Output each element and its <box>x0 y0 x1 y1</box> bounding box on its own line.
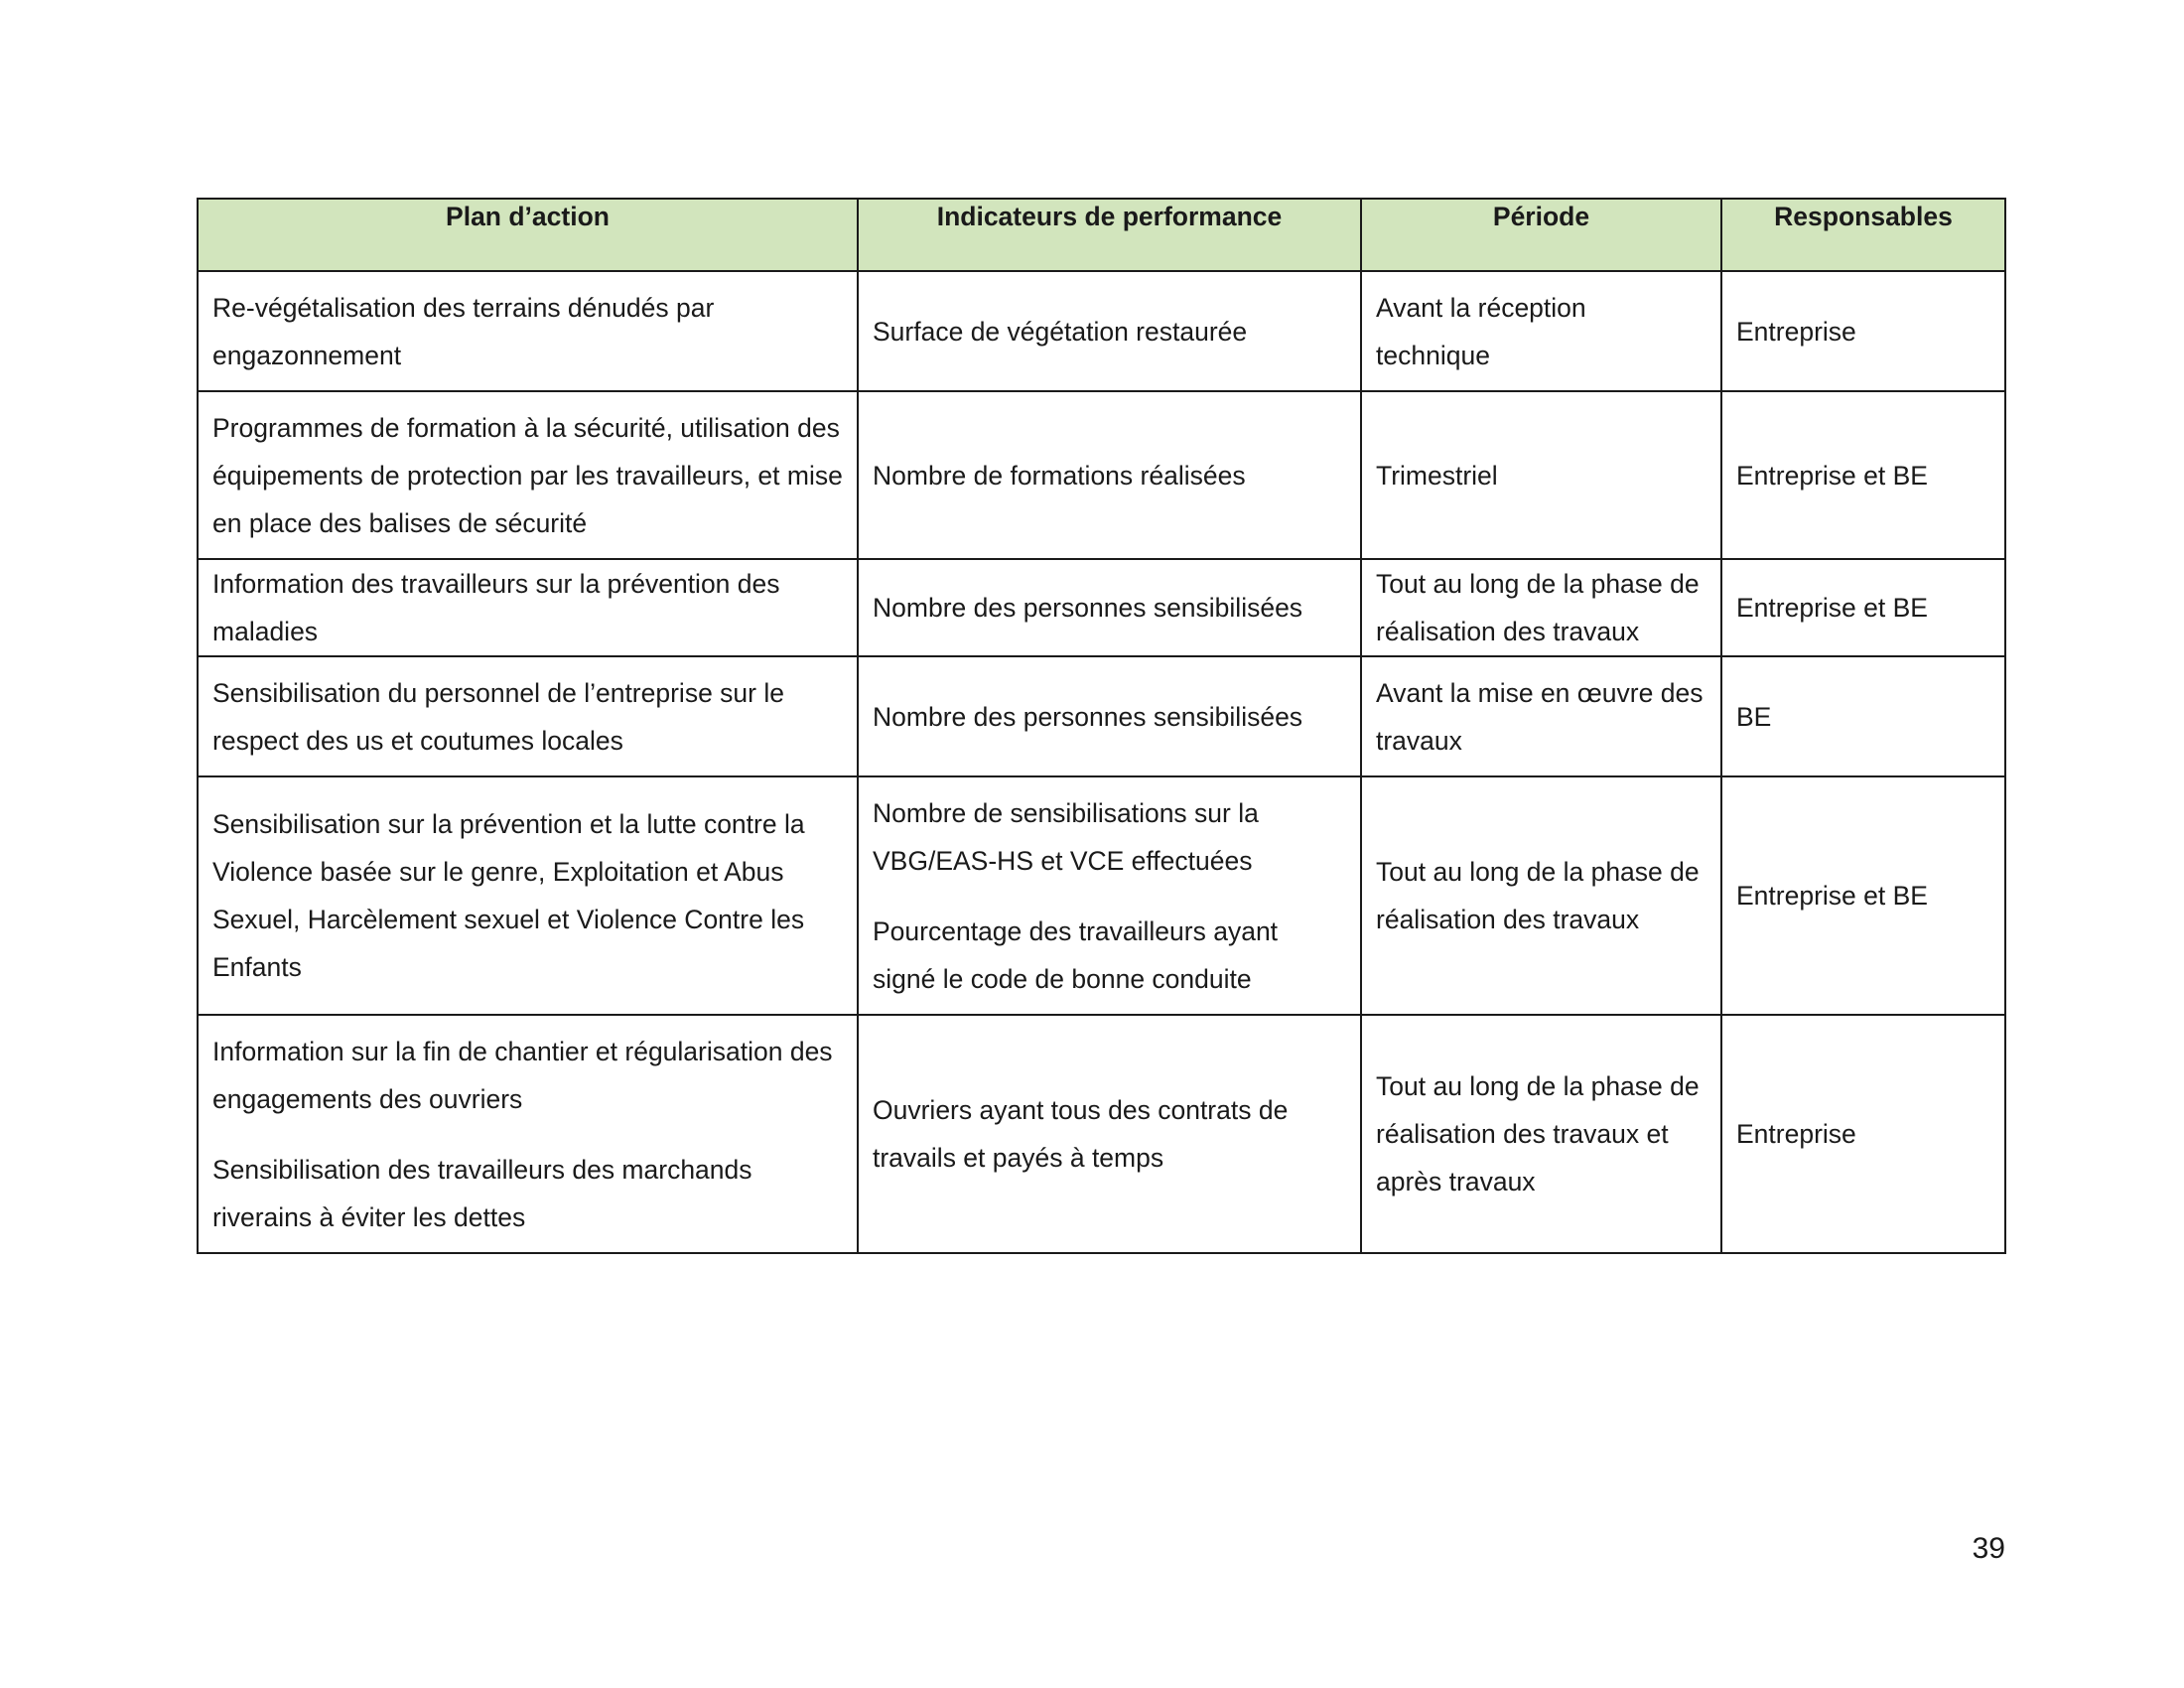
cell-plan <box>198 391 858 559</box>
cell-indicateur <box>858 1015 1361 1253</box>
table-row <box>198 271 2005 391</box>
cell-plan <box>198 559 858 656</box>
indicateur-text: Ouvriers ayant tous des contrats de travails et payés à temps <box>873 1095 1289 1173</box>
cell-indicateur <box>858 559 1361 656</box>
table-header-row <box>198 199 2005 271</box>
cell-responsables: Entreprise <box>1721 1015 2005 1253</box>
cell-periode: Avant la réception technique <box>1361 271 1721 391</box>
indicateur-text: Nombre de formations réalisées <box>873 460 1246 491</box>
indicateur-text: Pourcentage des travailleurs ayant signé le code de bonne conduite <box>873 915 1279 994</box>
plan-text: Programmes de formation à la sécurité, utilisation des équipements de protection par les travailleurs, et mise en place des balises de sécurité <box>212 412 843 538</box>
table-row <box>198 656 2005 776</box>
cell-responsables: BE <box>1721 656 2005 776</box>
indicateur-text: Nombre des personnes sensibilisées <box>873 593 1303 623</box>
plan-text: Information des travailleurs sur la prévention des maladies <box>212 569 780 646</box>
cell-indicateur <box>858 776 1361 1015</box>
cell-periode: Tout au long de la phase de réalisation des travaux et après travaux <box>1361 1015 1721 1253</box>
page-number: 39 <box>1972 1532 2005 1565</box>
cell-plan <box>198 776 858 1015</box>
cell-periode: Tout au long de la phase de réalisation des travaux <box>1361 776 1721 1015</box>
cell-indicateur <box>858 271 1361 391</box>
cell-responsables: Entreprise et BE <box>1721 391 2005 559</box>
cell-periode: Tout au long de la phase de réalisation des travaux <box>1361 559 1721 656</box>
header-responsables: Responsables <box>1721 199 2005 271</box>
header-periode: Période <box>1361 199 1721 271</box>
cell-plan <box>198 1015 858 1253</box>
cell-indicateur <box>858 391 1361 559</box>
table-row <box>198 559 2005 656</box>
table-row <box>198 391 2005 559</box>
table-row <box>198 1015 2005 1253</box>
cell-periode: Trimestriel <box>1361 391 1721 559</box>
cell-responsables: Entreprise <box>1721 271 2005 391</box>
cell-responsables: Entreprise et BE <box>1721 776 2005 1015</box>
plan-text: Information sur la fin de chantier et régularisation des engagements des ouvriers <box>212 1036 833 1114</box>
cell-indicateur <box>858 656 1361 776</box>
plan-text: Re-végétalisation des terrains dénudés par engazonnement <box>212 292 715 370</box>
header-indicateurs: Indicateurs de performance <box>858 199 1361 271</box>
action-plan-table <box>197 198 2006 1254</box>
plan-text: Sensibilisation des travailleurs des marchands riverains à éviter les dettes <box>212 1154 752 1232</box>
header-plan-action: Plan d’action <box>198 199 858 271</box>
cell-plan <box>198 656 858 776</box>
indicateur-text: Surface de végétation restaurée <box>873 316 1248 347</box>
plan-text: Sensibilisation du personnel de l’entreprise sur le respect des us et coutumes locales <box>212 677 784 756</box>
plan-text: Sensibilisation sur la prévention et la lutte contre la Violence basée sur le genre, Exploitation et Abus Sexuel, Harcèlement sexuel et Violence Contre les Enfants <box>212 809 805 982</box>
cell-plan <box>198 271 858 391</box>
cell-responsables: Entreprise et BE <box>1721 559 2005 656</box>
indicateur-text: Nombre des personnes sensibilisées <box>873 701 1303 732</box>
cell-periode: Avant la mise en œuvre des travaux <box>1361 656 1721 776</box>
table-row <box>198 776 2005 1015</box>
indicateur-text: Nombre de sensibilisations sur la VBG/EAS-HS et VCE effectuées <box>873 797 1259 876</box>
